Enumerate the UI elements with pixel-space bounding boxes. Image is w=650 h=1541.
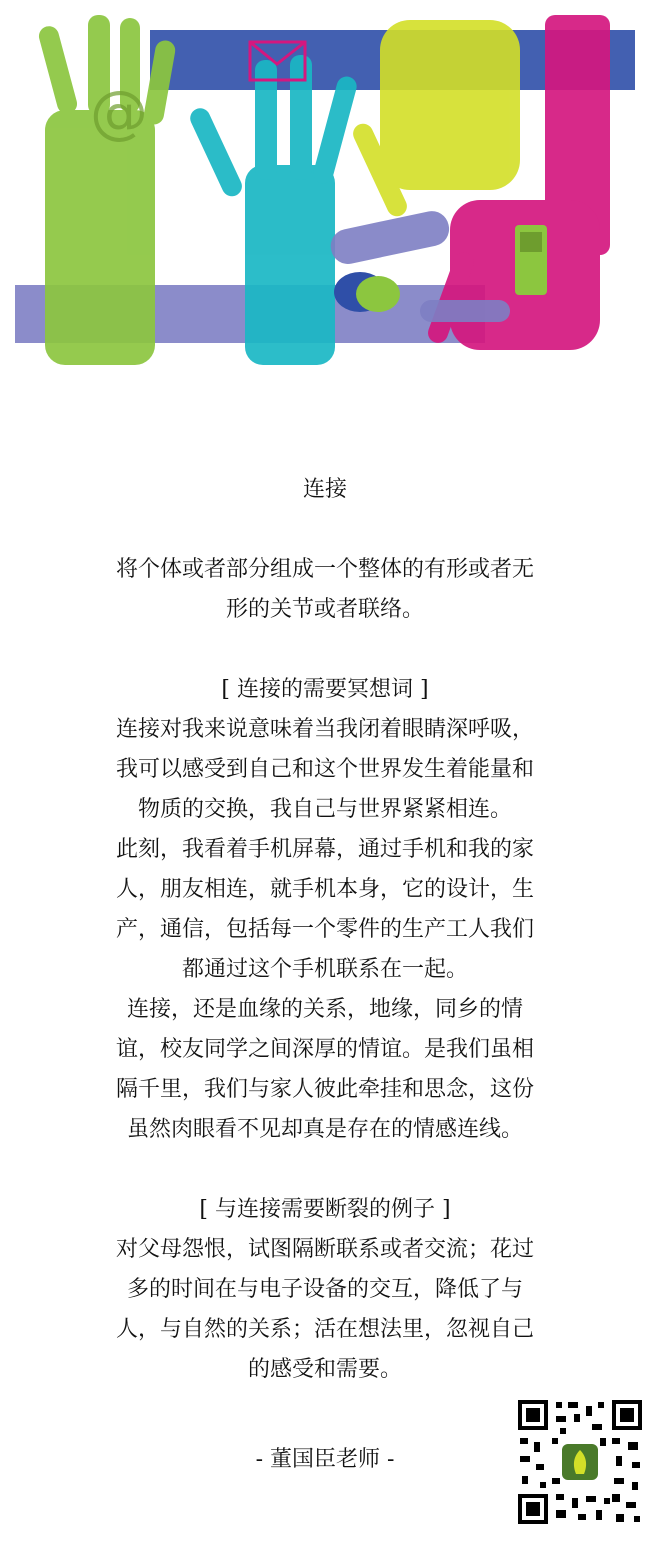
- qr-code: [516, 1398, 644, 1526]
- at-sign-icon: @: [90, 78, 148, 146]
- definition-line: 形的关节或者联络。: [225, 597, 424, 622]
- qr-code-icon: [516, 1398, 644, 1526]
- section-line: 的感受和需要。: [247, 1357, 402, 1382]
- section-line: 物质的交换，我自己与世界紧紧相连。: [137, 797, 512, 822]
- definition-line: 将个体或者部分组成一个整体的有形或者无: [115, 557, 534, 582]
- section-line: 多的时间在与电子设备的交互，降低了与: [126, 1277, 523, 1302]
- section-line: 谊，校友同学之间深厚的情谊。是我们虽相: [115, 1037, 534, 1062]
- phone-icon: [515, 225, 547, 295]
- section-line: 我可以感受到自己和这个世界发生着能量和: [115, 757, 534, 782]
- section-line: 虽然肉眼看不见却真是存在的情感连线。: [126, 1117, 523, 1142]
- speech-bubble-icon: [334, 272, 400, 312]
- author-signature: - 董国臣老师 -: [255, 1447, 395, 1472]
- definition-paragraph: [0, 550, 650, 630]
- section-line: 人，朋友相连，就手机本身，它的设计，生: [115, 877, 534, 902]
- section-line: 产，通信，包括每一个零件的生产工人我们: [115, 917, 534, 942]
- section-line: 此刻，我看着手机屏幕，通过手机和我的家: [115, 837, 534, 862]
- disconnection-section: [0, 1190, 650, 1390]
- article-body: [0, 470, 650, 1390]
- article-title: 连接: [302, 477, 347, 502]
- meditation-section: [0, 670, 650, 1150]
- section-line: 连接，还是血缘的关系，地缘，同乡的情: [126, 997, 523, 1022]
- section-line: 连接对我来说意味着当我闭着眼睛深呼吸，: [115, 717, 534, 742]
- section-line: 隔千里，我们与家人彼此牵挂和思念，这份: [115, 1077, 534, 1102]
- section-line: 人，与自然的关系；活在想法里，忽视自己: [115, 1317, 534, 1342]
- section-line: 都通过这个手机联系在一起。: [181, 957, 468, 982]
- hands-illustration: [0, 0, 650, 370]
- section-line: 对父母怨恨，试图隔断联系或者交流；花过: [115, 1237, 534, 1262]
- hero-illustration: [0, 0, 650, 370]
- section-heading: [ 连接的需要冥想词 ]: [221, 677, 429, 702]
- section-heading: [ 与连接需要断裂的例子 ]: [199, 1197, 451, 1222]
